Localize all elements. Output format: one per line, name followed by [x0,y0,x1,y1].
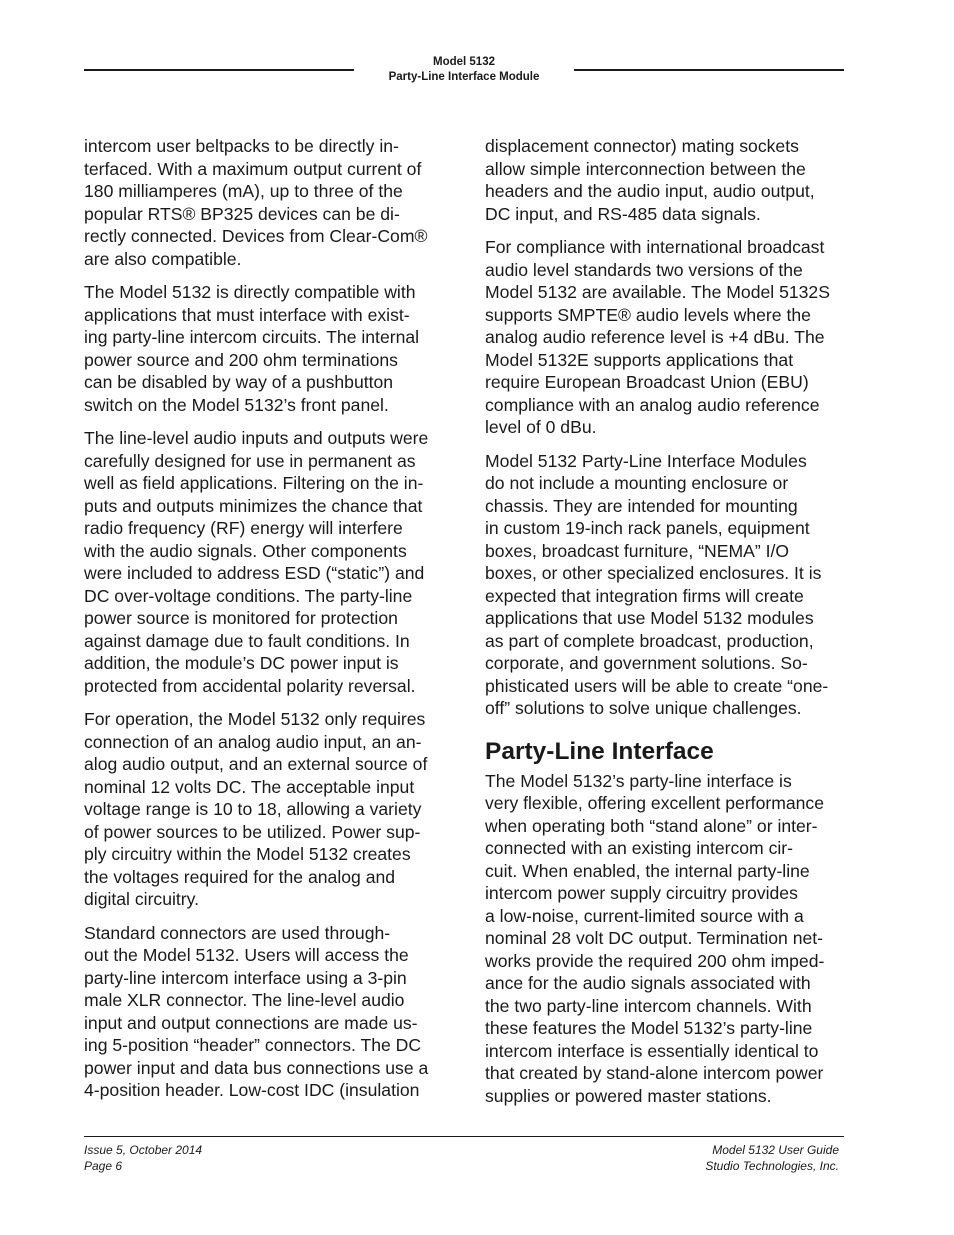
body-paragraph: The Model 5132 is directly compatible with applications that must interface with exist- ing party-line intercom circuits. The internal power source and 200 ohm terminations can be disabled by way of a pushbutton switch on the Model 5132’s front panel. [84,282,420,415]
running-header [354,55,574,85]
body-paragraph: displacement connector) mating sockets allow simple interconnection between the headers and the audio input, audio output, DC input, and RS-485 data signals. [485,136,815,224]
footer-left [84,1143,202,1174]
footer-guide-title: Model 5132 User Guide [712,1143,839,1157]
header-model: Model 5132 [433,56,495,68]
footer-issue: Issue 5, October 2014 [84,1143,203,1157]
body-paragraph: For operation, the Model 5132 only requires connection of an analog audio input, an an- alog audio output, and an external source of nominal 12 volts DC. The acceptable input voltage range is 10 to 18, allowing a variety of power sources to be utilized. Power sup- ply circuitry within the Model 5132 creates the voltages required for the analog and digital circuitry. [84,709,428,909]
body-paragraph: For compliance with international broadcast audio level standards two versions of the Model 5132 are available. The Model 5132S supports SMPTE® audio levels where the analog audio reference level is +4 dBu. The Model 5132E supports applications that require European Broadcast Union (EBU) compliance with an analog audio reference level of 0 dBu. [485,237,830,437]
footer-rule [84,1136,844,1137]
body-paragraph: The Model 5132’s party-line interface is very flexible, offering excellent performance when operating both “stand alone” or inter- connected with an existing intercom cir- cuit. When enabled, the internal party-line intercom power supply circuitry provides a low-noise, current-limited source with a nominal 28 volt DC output. Termination net- works provide the required 200 ohm imped- ance for the audio signals associated with the two party-line intercom channels. With these features the Model 5132’s party-line intercom interface is essentially identical to that created by stand-alone intercom power supplies or powered master stations. [485,770,825,1106]
body-paragraph: The line-level audio inputs and outputs were carefully designed for use in permanent as well as field applications. Filtering on the in- puts and outputs minimizes the chance that radio frequency (RF) energy will interfere with the audio signals. Other components were included to address ESD (“static”) and DC over-voltage conditions. The party-line power source is monitored for protection against damage due to fault conditions. In addition, the module’s DC power input is protected from accidental polarity reversal. [84,428,429,696]
right-column [485,135,857,1118]
footer-right [705,1143,839,1174]
header-rule-left [84,69,354,71]
body-paragraph: Standard connectors are used through- out the Model 5132. Users will access the party-line intercom interface using a 3-pin male XLR connector. The line-level audio input and output connections are made us- ing 5-position “header” connectors. The DC power input and data bus connections use a 4-position header. Low-cost IDC (insulation [84,922,429,1100]
left-column [84,135,456,1113]
body-paragraph: Model 5132 Party-Line Interface Modules do not include a mounting enclosure or chassis. They are intended for mounting in custom 19-inch rack panels, equipment boxes, broadcast furniture, “NEMA” I/O boxes, or other specialized enclosures. It is expected that integration firms will create applications that use Model 5132 modules as part of complete broadcast, production, corporate, and government solutions. So- phisticated users will be able to create “one- off” solutions to solve unique challenges. [485,450,829,718]
header-product: Party-Line Interface Module [388,71,540,83]
section-heading: Party-Line Interface [485,737,714,765]
header-rule-right [574,69,844,71]
footer-page-number: Page 6 [84,1158,123,1173]
body-paragraph: intercom user beltpacks to be directly in- terfaced. With a maximum output current of 180 milliamperes (mA), up to three of the popular RTS® BP325 devices can be di- rectly connected. Devices from Clear-Com® are also compatible. [84,136,428,269]
footer-company: Studio Technologies, Inc. [705,1158,839,1173]
